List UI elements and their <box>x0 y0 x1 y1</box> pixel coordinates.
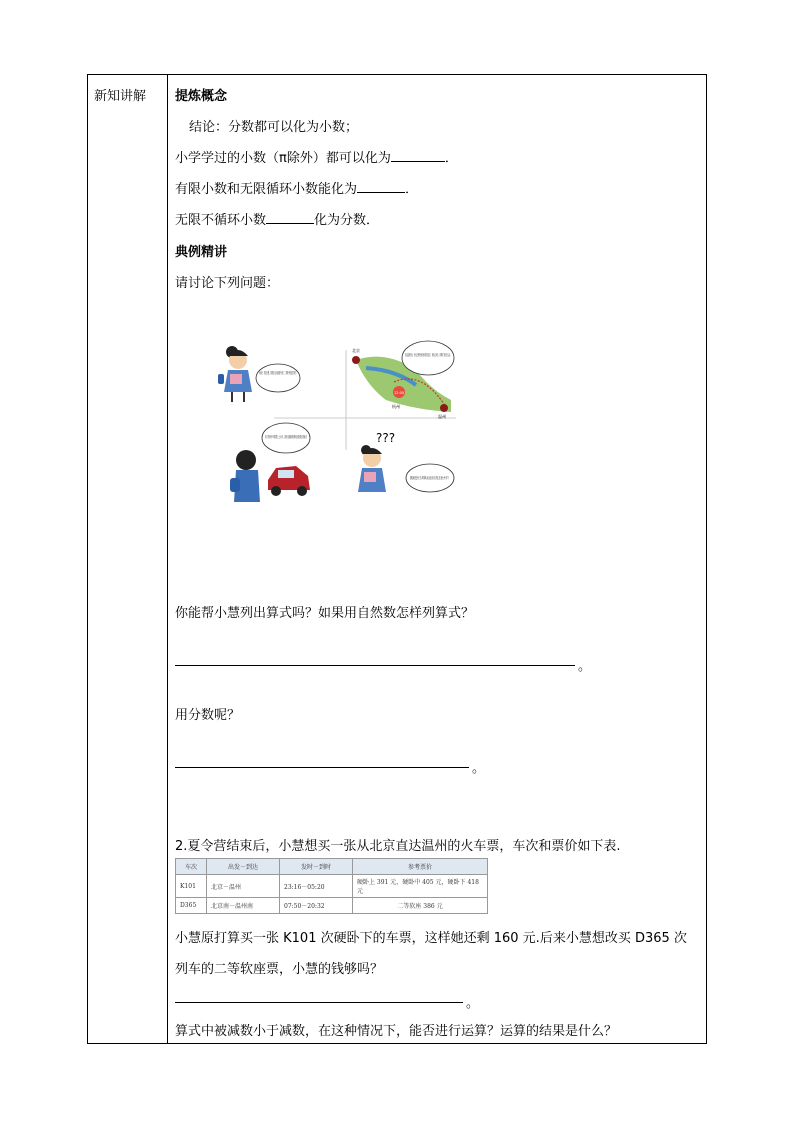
answer-line-3[interactable] <box>175 1002 463 1003</box>
label-wenzhou: 温州 <box>438 414 446 419</box>
label-hangzhou: 杭州 <box>392 404 400 409</box>
example-heading: 典例精讲 <box>175 245 228 260</box>
lesson-table <box>87 74 707 1044</box>
fare-table-header <box>176 859 488 875</box>
cell-route: 北京－温州 <box>207 875 280 898</box>
conclusion-text: 结论：分数都可以化为小数； <box>189 120 359 135</box>
section-label: 新知讲解 <box>94 89 147 104</box>
cell-price: 二等软座 386 元 <box>353 898 488 914</box>
speech-bubble-3-text: 到了杭州开车需要上上大车，我向交通和检票说出我要去的地方 <box>265 435 366 439</box>
fill-line-2 <box>175 178 418 197</box>
table-row <box>176 898 488 914</box>
header-route: 出发－到达 <box>207 859 280 875</box>
left-column <box>88 75 168 1043</box>
question-marks: ??? <box>376 431 396 445</box>
fill-line-2-text: 有限小数和无限循环小数能化为 <box>175 182 358 197</box>
header-price: 参考票价 <box>353 859 488 875</box>
content-column <box>168 75 706 1043</box>
speech-bubble-4-text: 我最近什么时候从北京出发去坐火车？ <box>410 476 472 480</box>
header-train: 车次 <box>176 859 207 875</box>
cell-time: 07:50－20:32 <box>280 898 353 914</box>
fare-table <box>175 858 488 914</box>
girl-figure-3 <box>358 445 386 492</box>
question-4-line-1: 小慧原打算买一张 K101 次硬卧下的车票，这样她还剩 160 元.后来小慧想改买 D365 次 <box>175 931 687 946</box>
car-icon <box>268 466 310 496</box>
question-4-line-2: 列车的二等软座票，小慧的钱够吗？ <box>175 962 384 977</box>
girl-figure-1 <box>218 346 252 402</box>
cell-route: 北京南－温州南 <box>207 898 280 914</box>
question-1: 你能帮小慧列出算式吗？如果用自然数怎样列算式？ <box>175 606 475 621</box>
table-row <box>176 875 488 898</box>
speech-bubble-1-text: 大家好，我是小慧，我要去北京参加夏令营了，我的行程是这样的： <box>259 371 367 375</box>
answer-line-2[interactable] <box>175 767 469 768</box>
fill-line-2-end: ． <box>405 182 419 197</box>
question-2: 用分数呢？ <box>175 708 241 723</box>
girl-figure-2 <box>230 450 260 502</box>
fill-line-1-text: 小学学过的小数（π除外）都可以化为 <box>175 151 391 166</box>
answer-blank-3[interactable] <box>266 211 314 224</box>
speech-bubble-2-text: 先从温州出发，坐大巴到杭州乐坐高铁去北京，到达北京后，再乘坐飞机去大连... <box>405 353 535 357</box>
question-3: 2.夏令营结束后，小慧想买一张从北京直达温州的火车票，车次和票价如下表. <box>175 839 621 854</box>
question-5: 算式中被减数小于减数，在这种情况下，能否进行运算？运算的结果是什么？ <box>175 1024 618 1039</box>
cell-time: 23:16－05:20 <box>280 875 353 898</box>
cell-train: K101 <box>176 875 207 898</box>
fill-line-1-end: ． <box>444 151 458 166</box>
travel-illustration <box>216 330 535 510</box>
answer-line-2-end: 。 <box>472 761 486 776</box>
answer-blank-1[interactable] <box>391 149 445 162</box>
fill-line-3-text: 无限不循环小数 <box>175 213 267 228</box>
fill-line-1 <box>175 147 458 166</box>
answer-blank-2[interactable] <box>357 180 405 193</box>
fill-line-3-end: 化为分数． <box>314 213 380 228</box>
label-beijing: 北京 <box>352 348 360 353</box>
example-prompt: 请讨论下列问题： <box>175 276 280 291</box>
answer-line-1-end: 。 <box>578 659 592 674</box>
header-time: 发时－到时 <box>280 859 353 875</box>
concept-heading: 提炼概念 <box>175 89 228 104</box>
clock-time: 12:00 <box>393 391 405 395</box>
cell-train: D365 <box>176 898 207 914</box>
fill-line-3 <box>175 209 379 228</box>
answer-line-3-end: 。 <box>466 996 480 1011</box>
answer-line-1[interactable] <box>175 665 575 666</box>
cell-price: 硬卧上 391 元，硬卧中 405 元，硬卧下 418 元 <box>353 875 488 898</box>
